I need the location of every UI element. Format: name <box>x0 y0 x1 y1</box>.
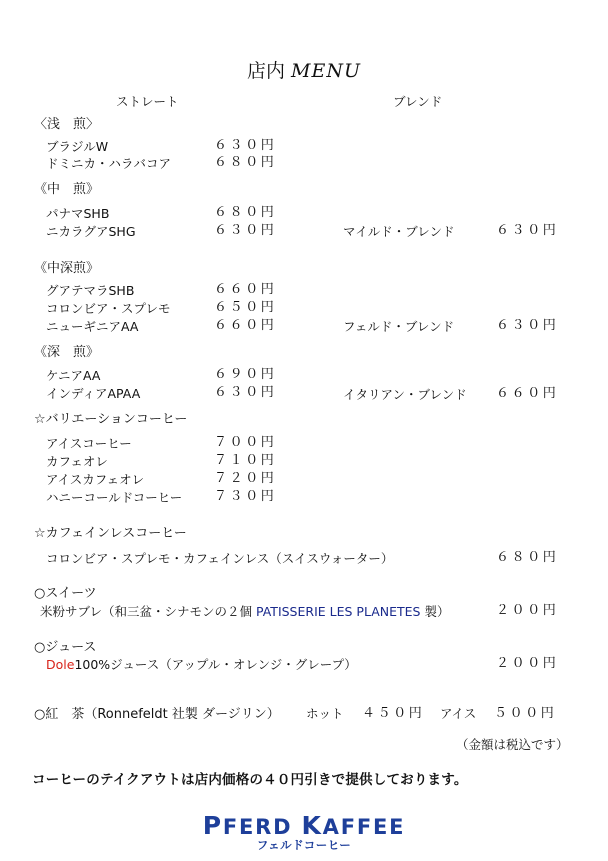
section-sweets: ○スイーツ <box>34 586 97 601</box>
section-dark: 《深 煎》 <box>34 345 100 360</box>
section-variation: ☆バリエーションコーヒー <box>34 412 188 427</box>
brand-logo-sub: フェルドコーヒー <box>256 838 352 852</box>
item-price: ７３０円 <box>214 489 277 504</box>
item-price: ７００円 <box>214 435 277 450</box>
item-price: ６３０円 <box>214 223 277 238</box>
item-name: アイスカフェオレ <box>46 472 145 487</box>
section-medium: 《中 煎》 <box>34 182 100 197</box>
item-name: アイスコーヒー <box>46 436 132 451</box>
header-blend: ブレンド <box>393 94 443 109</box>
title-prefix: 店内 <box>246 60 285 82</box>
tea-ice-price: ５００円 <box>494 706 557 721</box>
item-name: ケニアAA <box>46 368 101 383</box>
sweets-name-pre: 米粉サブレ（和三盆・シナモンの２個 <box>40 604 256 619</box>
item-name: コロンビア・スプレモ <box>46 301 171 316</box>
page-title <box>0 62 608 81</box>
section-tea: ○紅 茶（Ronnefeldt 社製 ダージリン） <box>34 707 280 722</box>
item-name: カフェオレ <box>46 454 108 469</box>
item-price: ６３０円 <box>214 385 277 400</box>
item-price: ２００円 <box>496 603 559 618</box>
item-price: ６６０円 <box>214 282 277 297</box>
item-name: インディアAPAA <box>46 386 141 401</box>
item-price: ７１０円 <box>214 453 277 468</box>
brand-logo: PFERD KAFFEE <box>202 811 406 840</box>
brand-patisserie: PATISSERIE LES PLANETES <box>255 604 421 619</box>
item-price: ６５０円 <box>214 300 277 315</box>
item-name: ニカラグアSHG <box>46 224 136 239</box>
item-price: ７２０円 <box>214 471 277 486</box>
item-price: ６３０円 <box>214 138 277 153</box>
section-light: 〈浅 煎〉 <box>34 117 100 132</box>
juice-item-name <box>46 659 357 672</box>
item-name: パナマSHB <box>46 206 110 221</box>
tea-hot-label: ホット <box>306 706 344 721</box>
sweets-name-post: 製） <box>420 604 450 619</box>
item-price: ６８０円 <box>214 205 277 220</box>
brand-dole: Dole <box>46 657 75 672</box>
item-price: ６９０円 <box>214 367 277 382</box>
blend-name: フェルド・ブレンド <box>343 319 455 334</box>
title-menu: MENU <box>291 60 362 82</box>
item-price: ６８０円 <box>496 550 559 565</box>
item-name: ドミニカ・ハラバコア <box>46 156 172 171</box>
blend-name: イタリアン・ブレンド <box>343 387 467 402</box>
item-price: ２００円 <box>496 656 559 671</box>
section-decaf: ☆カフェインレスコーヒー <box>34 526 187 541</box>
takeout-note: コーヒーのテイクアウトは店内価格の４０円引きで提供しております。 <box>32 772 468 788</box>
section-medium-dark: 《中深煎》 <box>34 261 100 276</box>
tea-hot-price: ４５０円 <box>362 706 425 721</box>
header-straight: ストレート <box>116 94 179 109</box>
sweets-item-name <box>40 606 449 619</box>
item-name: グアテマラSHB <box>46 283 135 298</box>
item-name: コロンビア・スプレモ・カフェインレス（スイスウォーター） <box>46 551 394 566</box>
item-name: ハニーコールドコーヒー <box>46 490 183 505</box>
blend-name: マイルド・ブレンド <box>343 224 455 239</box>
section-juice: ○ジュース <box>34 640 97 655</box>
item-name: ニューギニアAA <box>46 319 139 334</box>
tea-ice-label: アイス <box>440 706 477 721</box>
item-price: ６６０円 <box>214 318 277 333</box>
blend-price: ６３０円 <box>496 318 559 333</box>
juice-name: 100%ジュース（アップル・オレンジ・グレープ） <box>74 657 357 672</box>
tax-note: （金額は税込です） <box>456 737 569 752</box>
blend-price: ６３０円 <box>496 223 559 238</box>
item-price: ６８０円 <box>214 155 277 170</box>
blend-price: ６６０円 <box>496 386 559 401</box>
item-name: ブラジルW <box>46 139 109 154</box>
